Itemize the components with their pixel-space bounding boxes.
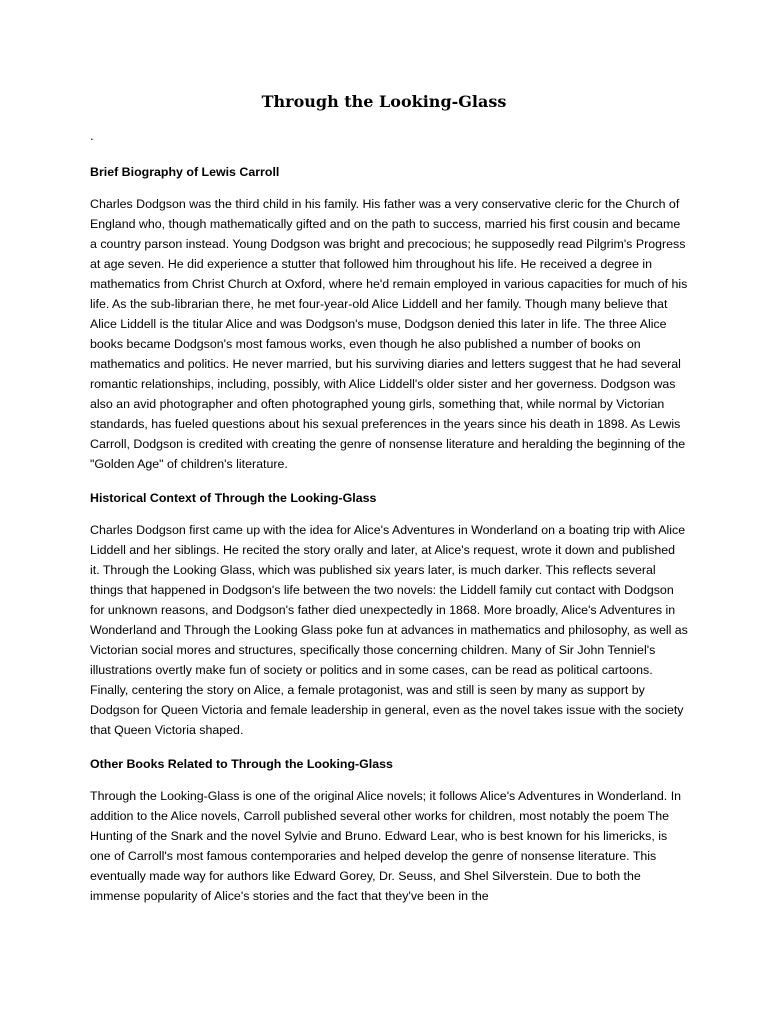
- section-paragraph-historical-context: Charles Dodgson first came up with the idea for Alice's Adventures in Wonderland on a boating trip with Alice Liddell and her siblings. He recited the story orally and later, at Alice's request, wrote it down and published it. Through the Looking Glass, which was published six years later, is much darker. This reflects several things that happened in Dodgson's life between the two novels: the Liddell family cut contact with Dodgson for unknown reasons, and Dodgson's father died unexpectedly in 1868. More broadly, Alice's Adventures in Wonderland and Through the Looking Glass poke fun at advances in mathematics and philosophy, as well as Victorian social mores and structures, specifically those concerning children. Many of Sir John Tenniel's illustrations overtly make fun of society or politics and in some cases, can be read as political cartoons. Finally, centering the story on Alice, a female protagonist, was and still is seen by many as support by Dodgson for Queen Victoria and female leadership in general, even as the novel takes issue with the society that Queen Victoria shaped.: [90, 523, 688, 737]
- section-heading-other-books: Other Books Related to Through the Looking-Glass: [90, 757, 393, 771]
- stray-dot: .: [90, 128, 94, 143]
- document-title: Through the Looking-Glass: [261, 92, 507, 111]
- section-paragraph-biography: Charles Dodgson was the third child in his family. His father was a very conservative cleric for the Church of England who, though mathematically gifted and on the path to success, married his first cousin and became a country parson instead. Young Dodgson was bright and precocious; he supposedly read Pilgrim's Progress at age seven. He did experience a stutter that followed him throughout his life. He received a degree in mathematics from Christ Church at Oxford, where he'd remain employed in various capacities for much of his life. As the sub-librarian there, he met four-year-old Alice Liddell and her family. Though many believe that Alice Liddell is the titular Alice and was Dodgson's muse, Dodgson denied this later in life. The three Alice books became Dodgson's most famous works, even though he also published a number of books on mathematics and politics. He never married, but his surviving diaries and letters suggest that he had several romantic relationships, including, possibly, with Alice Liddell's older sister and her governess. Dodgson was also an avid photographer and often photographed young girls, something that, while normal by Victorian standards, has fueled questions about his sexual preferences in the years since his death in 1898. As Lewis Carroll, Dodgson is credited with creating the genre of nonsense literature and heralding the beginning of the "Golden Age" of children's literature.: [90, 197, 688, 471]
- section-heading-biography: Brief Biography of Lewis Carroll: [90, 165, 280, 179]
- section-paragraph-other-books: Through the Looking-Glass is one of the original Alice novels; it follows Alice's Adventures in Wonderland. In addition to the Alice novels, Carroll published several other works for children, most notably the poem The Hunting of the Snark and the novel Sylvie and Bruno. Edward Lear, who is best known for his limericks, is one of Carroll's most famous contemporaries and helped develop the genre of nonsense literature. This eventually made way for authors like Edward Gorey, Dr. Seuss, and Shel Silverstein. Due to both the immense popularity of Alice's stories and the fact that they've been in the: [90, 789, 682, 903]
- document-body: [90, 162, 688, 920]
- section-heading-historical-context: Historical Context of Through the Looking-Glass: [90, 491, 377, 505]
